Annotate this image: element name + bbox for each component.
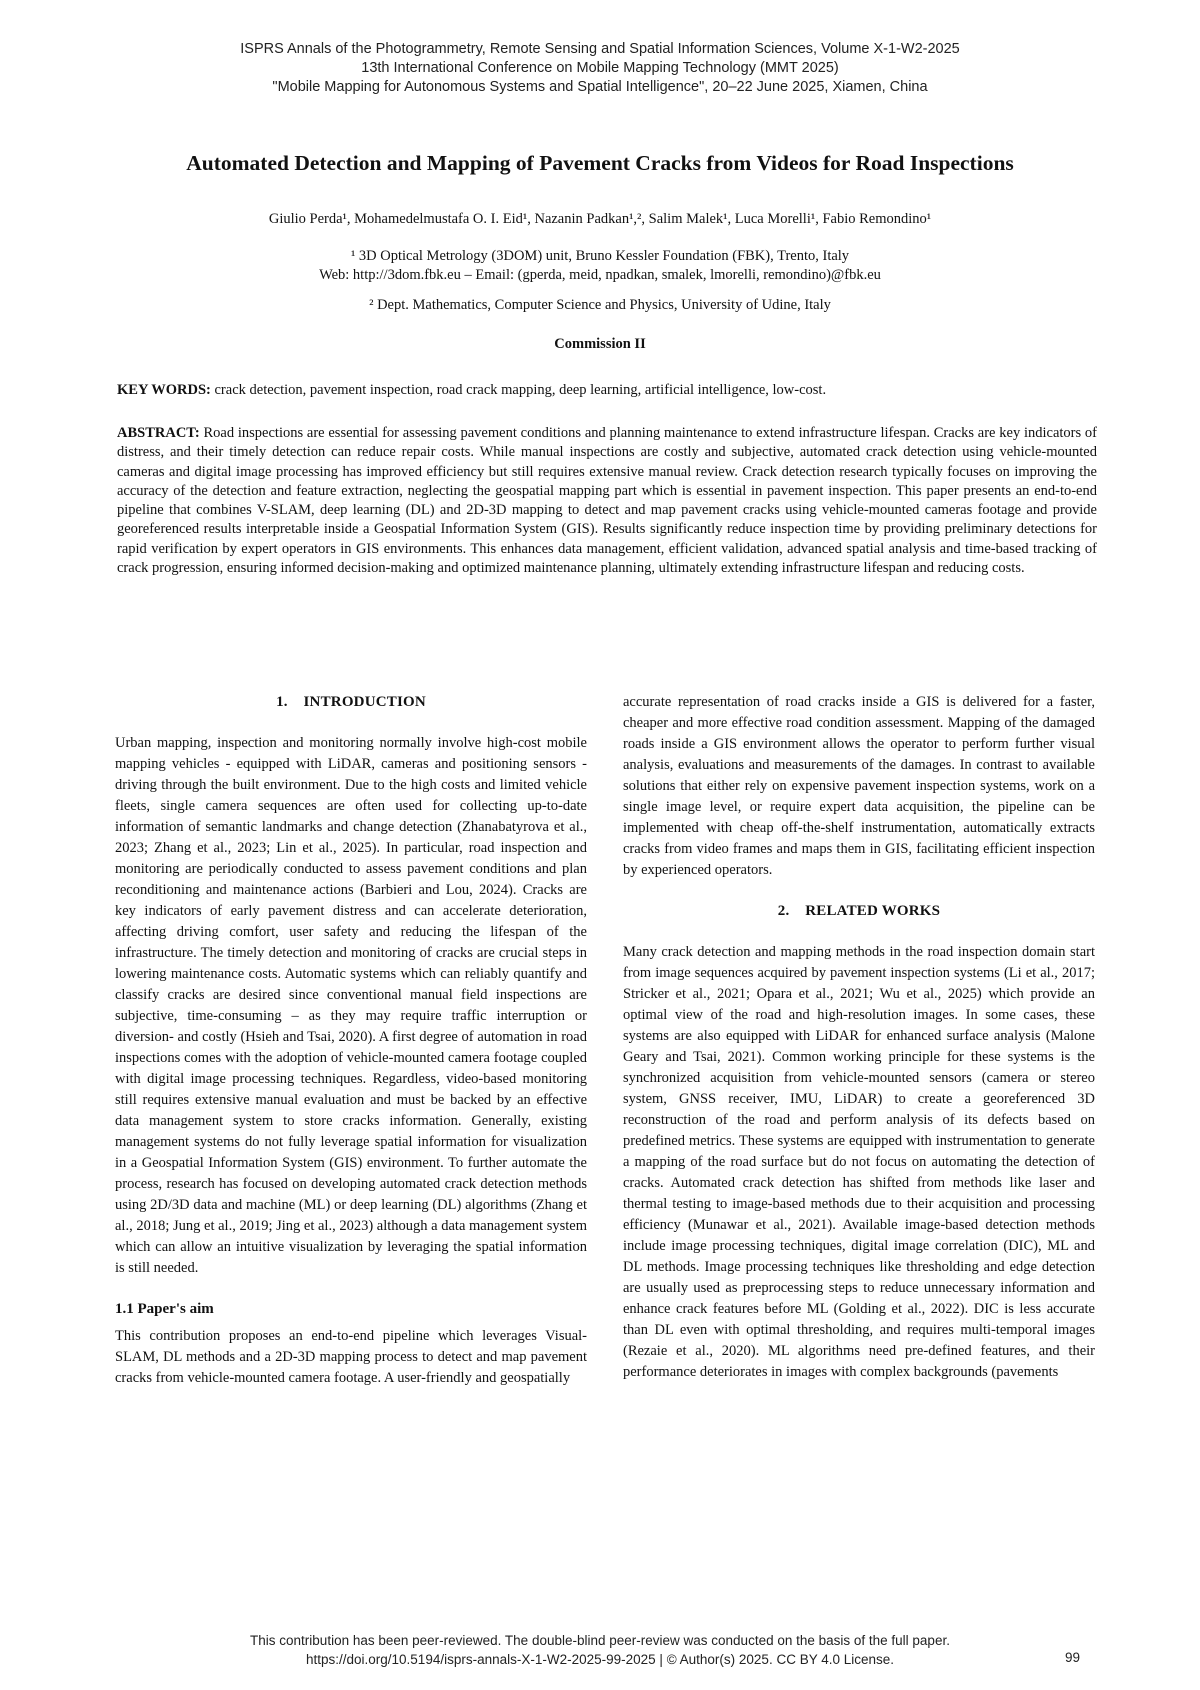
abstract-label: ABSTRACT:: [117, 425, 200, 441]
introduction-heading: 1. INTRODUCTION: [276, 694, 426, 710]
page-number: 99: [1065, 1650, 1081, 1665]
affiliation-1: [0, 247, 1200, 285]
left-column: [115, 692, 587, 1389]
affiliation-1-org: ¹ 3D Optical Metrology (3DOM) unit, Bruno Kessler Foundation (FBK), Trento, Italy: [350, 248, 850, 264]
peer-review-note: This contribution has been peer-reviewed. The double-blind peer-review was conducted on the basis of the full paper.: [250, 1633, 950, 1648]
header-conference-line: 13th International Conference on Mobile Mapping Technology (MMT 2025): [361, 60, 839, 76]
abstract-block: [117, 424, 1097, 578]
commission-label: Commission II: [554, 336, 646, 352]
header-theme-line: "Mobile Mapping for Autonomous Systems and Spatial Intelligence", 20–22 June 2025, Xiamen, China: [272, 79, 928, 95]
papers-aim-heading: 1.1 Paper's aim: [115, 1301, 214, 1317]
keywords-label: KEY WORDS:: [117, 382, 211, 398]
related-works-heading: 2. RELATED WORKS: [777, 903, 941, 919]
page-footer: [0, 1631, 1200, 1669]
introduction-paragraph-continued: accurate representation of road cracks inside a GIS is delivered for a faster, cheaper and more effective road condition assessment. Mapping of the damaged roads inside a GIS environment allows the operator to perform further visual analysis, evaluations and measurements of the damages. In contrast to available solutions that either rely on expensive pavement inspection systems, work on a single image level, or require expert data acquisition, the pipeline can be implemented with cheap off-the-shelf instrumentation, automatically extracts cracks from video frames and maps them in GIS, facilitating efficient inspection by experienced operators.: [623, 694, 1095, 878]
introduction-paragraph-1: Urban mapping, inspection and monitoring normally involve high-cost mobile mapping vehicles - equipped with LiDAR, cameras and positioning sensors - driving through the built environment. Due to the high costs and limited vehicle fleets, single camera sequences are often used for collecting up-to-date information of semantic landmarks and change detection (Zhanabatyrova et al., 2023; Zhang et al., 2023; Lin et al., 2025). In particular, road inspection and monitoring are periodically conducted to assess pavement conditions and plan reconditioning and maintenance actions (Barbieri and Lou, 2024). Cracks are key indicators of early pavement distress and can accelerate deterioration, affecting driving comfort, user safety and reducing the lifespan of the infrastructure. The timely detection and monitoring of cracks are crucial steps in lowering maintenance costs. Automatic systems which can reliably quantify and classify cracks are desired since conventional manual field inspections are subjective, time-consuming – as they may require traffic interruption or diversion- and costly (Hsieh and Tsai, 2020). A first degree of automation in road inspections comes with the adoption of vehicle-mounted camera footage coupled with digital image processing techniques. Regardless, video-based monitoring still requires extensive manual evaluation and must be backed by an effective data management system to store cracks information. Generally, existing management systems do not fully leverage spatial information for visualization in a Geospatial Information System (GIS) environment. To further automate the process, research has focused on developing automated crack detection methods using 2D/3D data and machine (ML) or deep learning (DL) algorithms (Zhang et al., 2018; Jung et al., 2019; Jing et al., 2023) although a data management system which can allow an intuitive visualization by leveraging the spatial information is still needed.: [115, 735, 587, 1276]
right-column: [623, 692, 1095, 1383]
header-journal-line: ISPRS Annals of the Photogrammetry, Remote Sensing and Spatial Information Sciences, Volume X-1-W2-2025: [240, 41, 960, 57]
doi-license-line: https://doi.org/10.5194/isprs-annals-X-1-W2-2025-99-2025 | © Author(s) 2025. CC BY 4.0 License.: [305, 1652, 895, 1667]
affiliation-2: ² Dept. Mathematics, Computer Science and Physics, University of Udine, Italy: [369, 297, 831, 313]
keywords-text: crack detection, pavement inspection, road crack mapping, deep learning, artificial intelligence, low-cost.: [210, 382, 827, 398]
papers-aim-paragraph: This contribution proposes an end-to-end pipeline which leverages Visual-SLAM, DL methods and a 2D-3D mapping process to detect and map pavement cracks from vehicle-mounted camera footage. A user-friendly and geospatially: [115, 1328, 587, 1386]
affiliation-1-contact: Web: http://3dom.fbk.eu – Email: (gperda, meid, npadkan, smalek, lmorelli, remondino)@fbk.eu: [319, 267, 881, 283]
author-list: Giulio Perda¹, Mohamedelmustafa O. I. Eid¹, Nazanin Padkan¹,², Salim Malek¹, Luca Morelli¹, Fabio Remondino¹: [268, 211, 932, 227]
running-header: [0, 40, 1200, 97]
paper-title: Automated Detection and Mapping of Pavement Cracks from Videos for Road Inspections: [186, 151, 1014, 175]
related-works-paragraph-1: Many crack detection and mapping methods in the road inspection domain start from image sequences acquired by pavement inspection systems (Li et al., 2017; Stricker et al., 2021; Opara et al., 2021; Wu et al., 2025) which provide an optimal view of the road and high-resolution images. In some cases, these systems are also equipped with LiDAR for enhanced surface analysis (Malone Geary and Tsai, 2021). Common working principle for these systems is the synchronized acquisition from vehicle-mounted sensors (camera or stereo system, GNSS receiver, IMU, LiDAR) to create a georeferenced 3D reconstruction of the road and perform analysis of its defects based on predefined metrics. These systems are equipped with instrumentation to generate a mapping of the road surface but do not focus on automating the detection of cracks. Automated crack detection has shifted from methods like laser and thermal testing to image-based methods due to their acquisition and processing efficiency (Munawar et al., 2021). Available image-based detection methods include image processing techniques, digital image correlation (DIC), ML and DL methods. Image processing techniques like thresholding and edge detection are usually used as preprocessing steps to reduce unnecessary information and enhance crack features before ML (Golding et al., 2022). DIC is less accurate than DL even with optimal thresholding, and requires multi-temporal images (Rezaie et al., 2020). ML algorithms need pre-defined features, and their performance deteriorates in images with complex backgrounds (pavements: [623, 944, 1095, 1380]
keywords-block: [117, 382, 1097, 399]
abstract-text: Road inspections are essential for assessing pavement conditions and planning maintenance to extend infrastructure lifespan. Cracks are key indicators of distress, and their timely detection can reduce repair costs. While manual inspections are costly and subjective, automated crack detection using vehicle-mounted cameras and digital image processing has improved efficiency but still requires extensive manual review. Crack detection research typically focuses on improving the accuracy of the detection and feature extraction, neglecting the geospatial mapping part which is essential in pavement inspection. This paper presents an end-to-end pipeline that combines V-SLAM, deep learning (DL) and 2D-3D mapping to detect and map pavement cracks using vehicle-mounted cameras footage and provide georeferenced results interpretable inside a Geospatial Information System (GIS). Results significantly reduce inspection time by providing preliminary detections for rapid verification by expert operators in GIS environments. This enhances data management, efficient validation, advanced spatial analysis and time-based tracking of crack progression, ensuring informed decision-making and optimized maintenance planning, ultimately extending infrastructure lifespan and reducing costs.: [117, 425, 1097, 577]
